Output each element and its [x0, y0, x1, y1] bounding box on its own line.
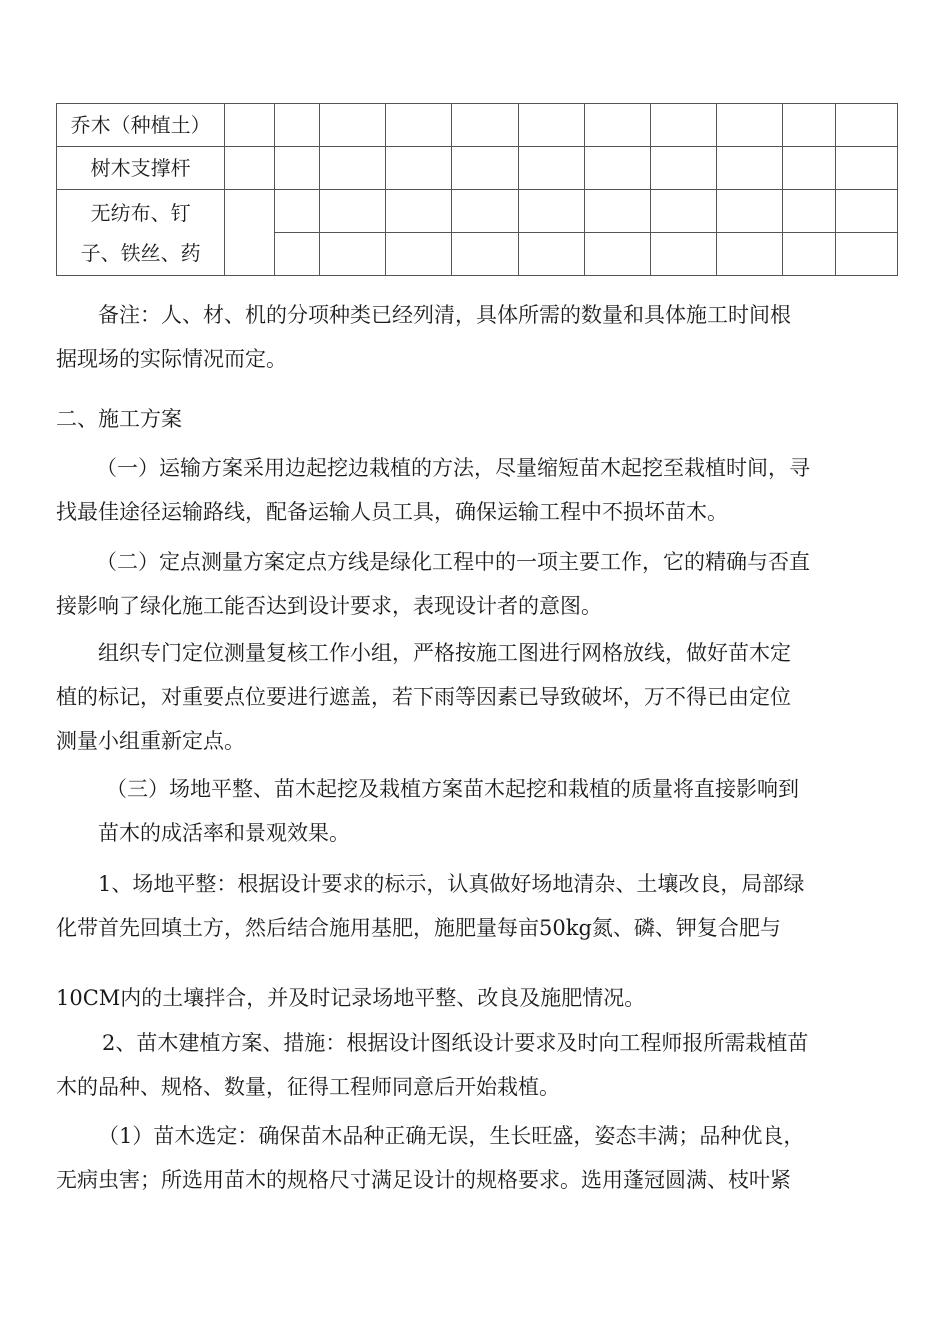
paragraph-site-leveling: 1、场地平整：根据设计要求的标示，认真做好场地清杂、土壤改良，局部绿 化带首先回填土方，然后结合施用基肥，施肥量每亩50kg氮、磷、钾复合肥与	[56, 872, 805, 940]
table-row	[57, 104, 898, 147]
row-label: 树木支撑杆	[57, 147, 225, 190]
row-label	[57, 190, 225, 276]
remark-paragraph: 备注：人、材、机的分项种类已经列清，具体所需的数量和具体施工时间根 据现场的实际情况而定。	[56, 303, 791, 371]
section-title: 二、施工方案	[56, 407, 182, 431]
row-label-line: 子、铁丝、药	[80, 240, 201, 265]
table-row	[57, 190, 898, 233]
paragraph-site-planting: （三）场地平整、苗木起挖及栽植方案苗木起挖和栽植的质量将直接影响到 苗木的成活率和景观效果。	[98, 777, 799, 845]
table-row	[57, 147, 898, 190]
paragraph-seedling-select: （1）苗木选定：确保苗木品种正确无误，生长旺盛，姿态丰满；品种优良， 无病虫害；所选用苗木的规格尺寸满足设计的规格要求。选用蓬冠圆满、枝叶紧	[56, 1124, 805, 1192]
paragraph-survey: （二）定点测量方案定点方线是绿化工程中的一项主要工作，它的精确与否直 接影响了绿化施工能否达到设计要求，表现设计者的意图。	[56, 550, 810, 618]
row-label-line: 无纺布、钉	[90, 200, 191, 225]
row-label: 乔木（种植土）	[57, 104, 225, 147]
resource-table	[56, 103, 898, 276]
paragraph-site-leveling-cont: 10CM内的土壤拌合，并及时记录场地平整、改良及施肥情况。	[56, 986, 646, 1010]
paragraph-survey-team: 组织专门定位测量复核工作小组，严格按施工图进行网格放线，做好苗木定 植的标记，对重要点位要进行遮盖，若下雨等因素已导致破坏，万不得已由定位 测量小组重新定点。	[56, 641, 791, 753]
paragraph-seedling-plan: 2、苗木建植方案、措施：根据设计图纸设计要求及时向工程师报所需栽植苗 木的品种、规格、数量，征得工程师同意后开始栽植。	[56, 1031, 809, 1099]
paragraph-transport: （一）运输方案采用边起挖边栽植的方法，尽量缩短苗木起挖至栽植时间，寻 找最佳途径运输路线，配备运输人员工具，确保运输工程中不损坏苗木。	[56, 456, 810, 524]
